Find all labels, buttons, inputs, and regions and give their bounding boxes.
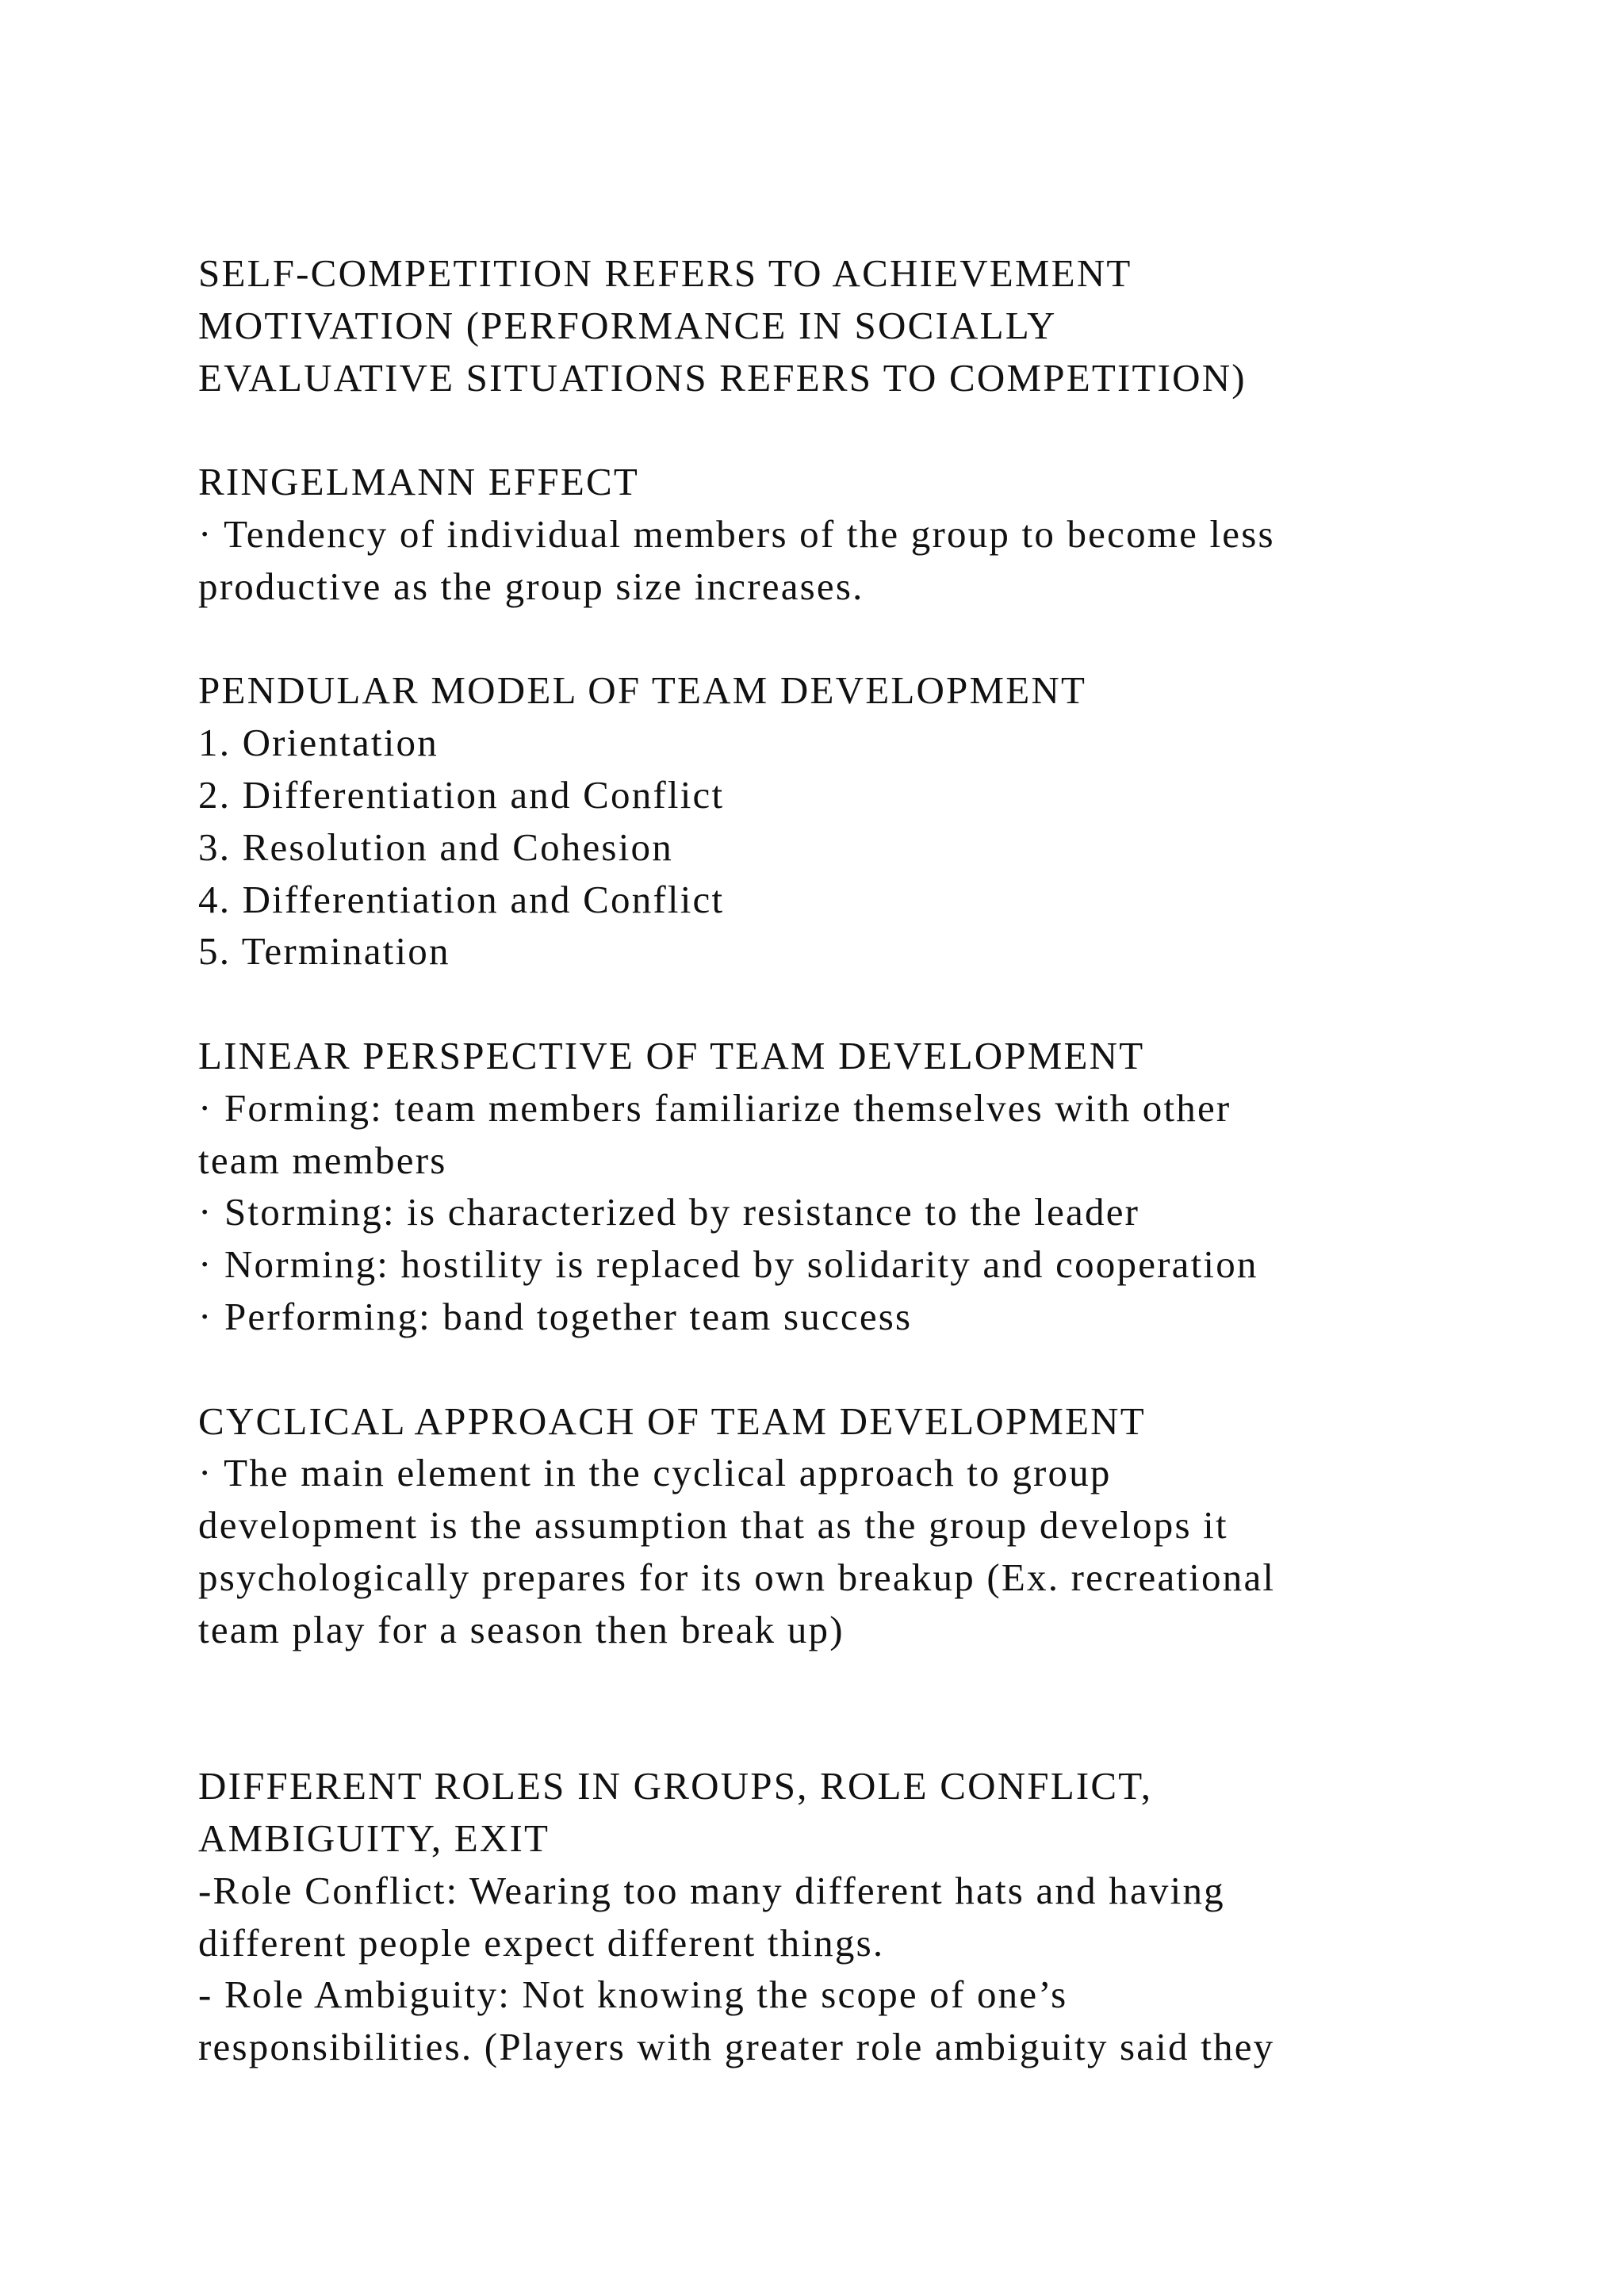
role-ambiguity-line-1: - Role Ambiguity: Not knowing the scope of one’s <box>198 1973 1068 2017</box>
heading-pendular-model: PENDULAR MODEL OF TEAM DEVELOPMENT <box>198 668 1087 713</box>
role-conflict-line-2: different people expect different things. <box>198 1920 885 1965</box>
linear-bullet-forming-line-1: · Forming: team members familiarize themselves with other <box>198 1085 1231 1130</box>
linear-bullet-storming: · Storming: is characterized by resistance to the leader <box>198 1190 1140 1234</box>
heading-self-competition-line-1: SELF-COMPETITION REFERS TO ACHIEVEMENT <box>198 251 1132 295</box>
heading-self-competition-line-3: EVALUATIVE SITUATIONS REFERS TO COMPETITION) <box>198 355 1247 400</box>
pendular-list-item: 4. Differentiation and Conflict <box>198 877 725 921</box>
linear-bullet-forming-line-2: team members <box>198 1138 447 1182</box>
ringelmann-bullet-line-2: productive as the group size increases. <box>198 564 864 608</box>
cyclical-bullet-line-4: team play for a season then break up) <box>198 1607 845 1651</box>
pendular-list-item: 3. Resolution and Cohesion <box>198 825 673 869</box>
heading-ringelmann-effect: RINGELMANN EFFECT <box>198 460 639 504</box>
heading-different-roles-line-1: DIFFERENT ROLES IN GROUPS, ROLE CONFLICT, <box>198 1764 1153 1808</box>
blank-line <box>198 1656 1562 1709</box>
pendular-list-item: 5. Termination <box>198 929 450 974</box>
heading-self-competition-line-2: MOTIVATION (PERFORMANCE IN SOCIALLY <box>198 303 1057 347</box>
linear-bullet-norming: · Norming: hostility is replaced by solidarity and cooperation <box>198 1242 1258 1287</box>
heading-cyclical-approach: CYCLICAL APPROACH OF TEAM DEVELOPMENT <box>198 1399 1146 1443</box>
role-conflict-line-1: -Role Conflict: Wearing too many different hats and having <box>198 1868 1225 1912</box>
heading-linear-perspective: LINEAR PERSPECTIVE OF TEAM DEVELOPMENT <box>198 1033 1145 1077</box>
cyclical-bullet-line-1: · The main element in the cyclical approach to group <box>198 1451 1112 1495</box>
heading-different-roles-line-2: AMBIGUITY, EXIT <box>198 1816 550 1860</box>
pendular-list-item: 1. Orientation <box>198 721 439 765</box>
blank-line <box>198 978 1562 1030</box>
blank-line <box>198 1343 1562 1395</box>
role-ambiguity-line-2: responsibilities. (Players with greater role ambiguity said they <box>198 2025 1275 2069</box>
cyclical-bullet-line-3: psychologically prepares for its own breakup (Ex. recreational <box>198 1555 1276 1599</box>
document-body <box>198 247 1562 2073</box>
blank-line <box>198 404 1562 456</box>
blank-line <box>198 613 1562 665</box>
blank-line <box>198 1708 1562 1760</box>
cyclical-bullet-line-2: development is the assumption that as the group develops it <box>198 1503 1228 1548</box>
pendular-list-item: 2. Differentiation and Conflict <box>198 772 725 817</box>
linear-bullet-performing: · Performing: band together team success <box>198 1294 913 1338</box>
ringelmann-bullet-line-1: · Tendency of individual members of the group to become less <box>198 511 1275 556</box>
